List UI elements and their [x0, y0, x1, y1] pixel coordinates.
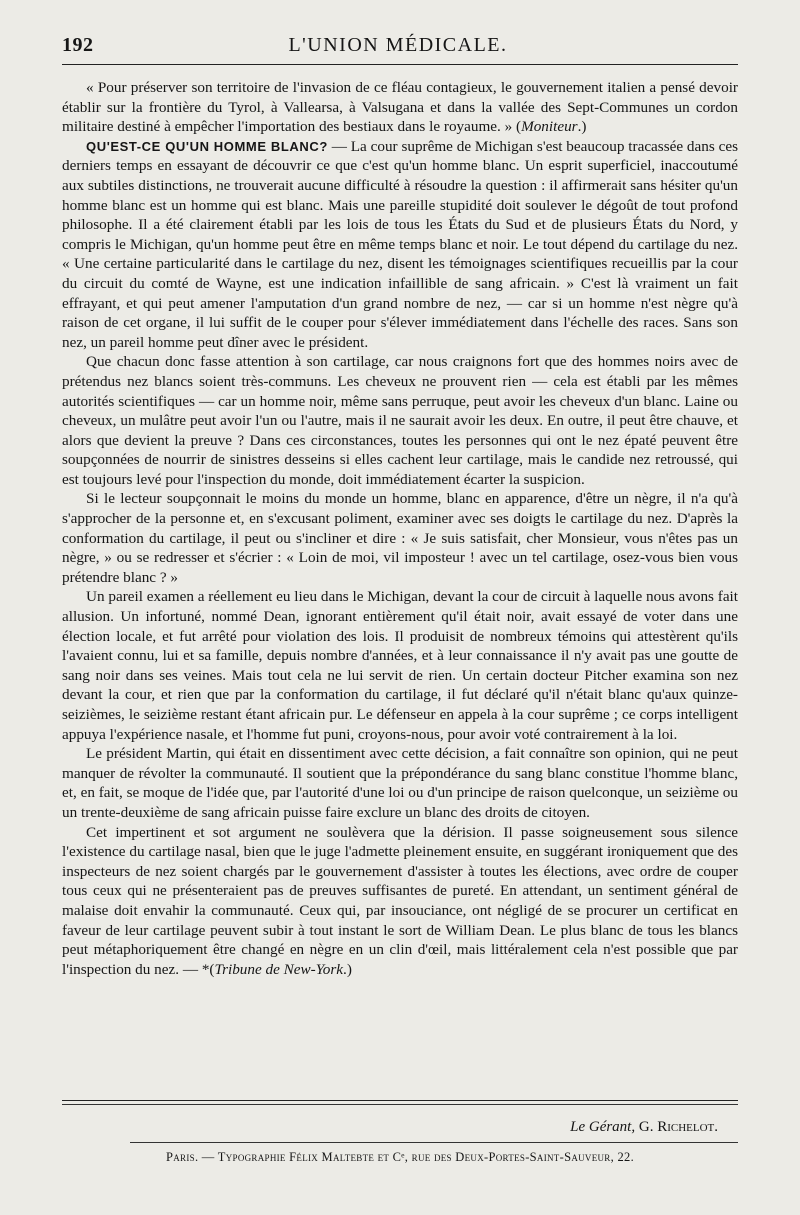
article-body	[62, 78, 738, 979]
page-header	[58, 32, 738, 56]
header-rule	[62, 64, 738, 65]
paragraph-homme-blanc	[62, 137, 738, 353]
manager-label: Le Gérant,	[570, 1119, 636, 1135]
manager-name: G. Richelot.	[638, 1119, 718, 1135]
paragraph-tyrol	[62, 78, 738, 137]
paragraph-text: « Pour préserver son territoire de l'invasion de ce fléau contagieux, le gouvernement italien a pensé devoir établir sur la frontière du Tyrol, à Vallearsa, à Valsugana et dans la vallée des Sept-Communes un cordon militaire destiné à empêcher l'importation des bestiaux dans le royaume. » (	[62, 79, 738, 136]
paragraph-lecteur	[62, 489, 738, 587]
paragraph-text: — La cour suprême de Michigan s'est beaucoup tracassée dans ces derniers temps en essayant de découvrir ce que c'est qu'un homme blanc. Un esprit superficiel, inaccoutumé aux subtiles distinctions, ne trouverait aucune difficulté à résoudre la question : il affirmerait sans hésiter qu'un homme blanc est un homme qui est blanc. Mais une pareille stupidité doit soulever le dégoût de tout profond philosophe. Il a été clairement établi par les lois de tous les États du Sud et de plusieurs États du Nord, y compris le Michigan, qu'un homme peut être en même temps blanc et noir. Le tout dépend du cartilage du nez. « Une certaine particularité dans le cartilage du nez, disent les témoignages scientifiques recueillis par la cour du circuit du comté de Wayne, est une indication infaillible de sang africain. » C'est là vraiment un fait effrayant, et qui peut amener l'amputation d'un grand nombre de nez, — car si un homme n'est nègre qu'à raison de cet organe, il lui suffit de le couper pour s'élever immédiatement dans l'échelle des races. Sans son nez, un pareil homme peut dîner avec le président.	[62, 137, 738, 351]
source-citation: Moniteur	[521, 118, 578, 136]
paragraph-dean	[62, 587, 738, 744]
section-heading: QU'EST-CE QU'UN HOMME BLANC?	[86, 138, 328, 154]
source-citation: Tribune de New-York	[214, 960, 344, 978]
printer-imprint	[62, 1150, 738, 1165]
footer-rule-thin	[62, 1104, 738, 1105]
paragraph-derision	[62, 823, 738, 980]
imprint-rule	[130, 1142, 738, 1143]
paragraph-text: Un pareil examen a réellement eu lieu dans le Michigan, devant la cour de circuit à laquelle nous avons fait allusion. Un infortuné, nommé Dean, ignorant entièrement qu'il était noir, avait essayé de voter dans une élection locale, et fut arrêté pour violation des lois. Il produisit de nombreux témoins qui attestèrent qu'ils l'avaient connu, lui et sa famille, depuis nombre d'années, et à leur connaissance il n'y avait pas une goutte de sang noir dans ses veines. Mais tout cela ne lui servit de rien. Un certain docteur Pitcher examina son nez devant la cour, et rien que par la conformation du cartilage, il fut déclaré qu'il n'était blanc qu'aux quinze-seizièmes, le seizième restant étant africain pur. Le défenseur en appela à la cour suprême ; ce corps intelligent appuya l'expérience nasale, et l'homme fut puni, croyons-nous, pour avoir voté contrairement à la loi.	[62, 588, 738, 743]
imprint-text: Paris. — Typographie Félix Maltebte et Cᵉ, rue des Deux-Portes-Saint-Sauveur, 22.	[165, 1150, 634, 1164]
manager-signature	[570, 1119, 718, 1136]
paragraph-text: .)	[577, 118, 587, 136]
paragraph-text: Que chacun donc fasse attention à son cartilage, car nous craignons fort que des hommes noirs avec de prétendus nez blancs soient très-communs. Les cheveux ne prouvent rien — cela est établi par les mêmes autorités scientifiques — car un homme noir, même sans perruque, peut avoir les cheveux d'un blanc. Laine ou cheveux, un mulâtre peut avoir l'un ou l'autre, mais il ne saurait avoir les deux. En outre, il peut être chauve, et alors que devient la preuve ? Dans ces circonstances, toutes les personnes qui ont le nez épaté peuvent être soupçonnées de nourrir de sinistres desseins si elles cachent leur cartilage, mais le candide nez retroussé, qui est toujours levé pour l'inspection du monde, doit immédiatement écarter la suspicion.	[62, 353, 738, 488]
page-number: 192	[62, 34, 94, 56]
footer-rule	[62, 1100, 738, 1101]
journal-title: L'UNION MÉDICALE.	[288, 34, 508, 56]
paragraph-cartilage	[62, 352, 738, 489]
paragraph-martin	[62, 744, 738, 822]
paragraph-text: Cet impertinent et sot argument ne soulèvera que la dérision. Il passe soigneusement sous silence l'existence du cartilage nasal, bien que le juge l'admette pleinement ensuite, en suggérant ironiquement que des inspecteurs de nez soient chargés par le gouvernement d'assister à toutes les élections, avec ordre de couper tous ceux qui ne présenteraient pas de preuves suffisantes de pureté. En attendant, un sentiment général de malaise doit envahir la communauté. Ceux qui, par insouciance, ont négligé de se procurer un certificat en faveur de leur cartilage peuvent subir à tout instant le sort de William Dean. Le plus blanc de tous les blancs peut métaphoriquement être changé en nègre en un clin d'œil, mais littéralement cela n'est possible que par l'inspection du nez. — *(	[62, 823, 738, 978]
paragraph-text: Le président Martin, qui était en dissentiment avec cette décision, a fait connaître son opinion, qui ne peut manquer de révolter la communauté. Il soutient que la prépondérance du sang blanc constitue l'homme blanc, et, en fait, se moque de l'idée que, par l'autorité d'une loi ou d'un principe de raison quelconque, un seizième ou un trente-deuxième de sang africain puisse faire exclure un blanc des droits de citoyen.	[62, 745, 738, 821]
paragraph-text: Si le lecteur soupçonnait le moins du monde un homme, blanc en apparence, d'être un nègre, il n'a qu'à s'approcher de la personne et, en s'excusant poliment, examiner avec ses doigts le cartilage du nez. D'après la conformation du cartilage, il peut ou s'incliner et dire : « Je suis satisfait, cher Monsieur, vous n'êtes pas un nègre, » ou se redresser et s'écrier : « Loin de moi, vil imposteur ! avec un tel cartilage, osez-vous bien vous prétendre blanc ? »	[62, 490, 738, 586]
paragraph-text: .)	[343, 960, 352, 978]
